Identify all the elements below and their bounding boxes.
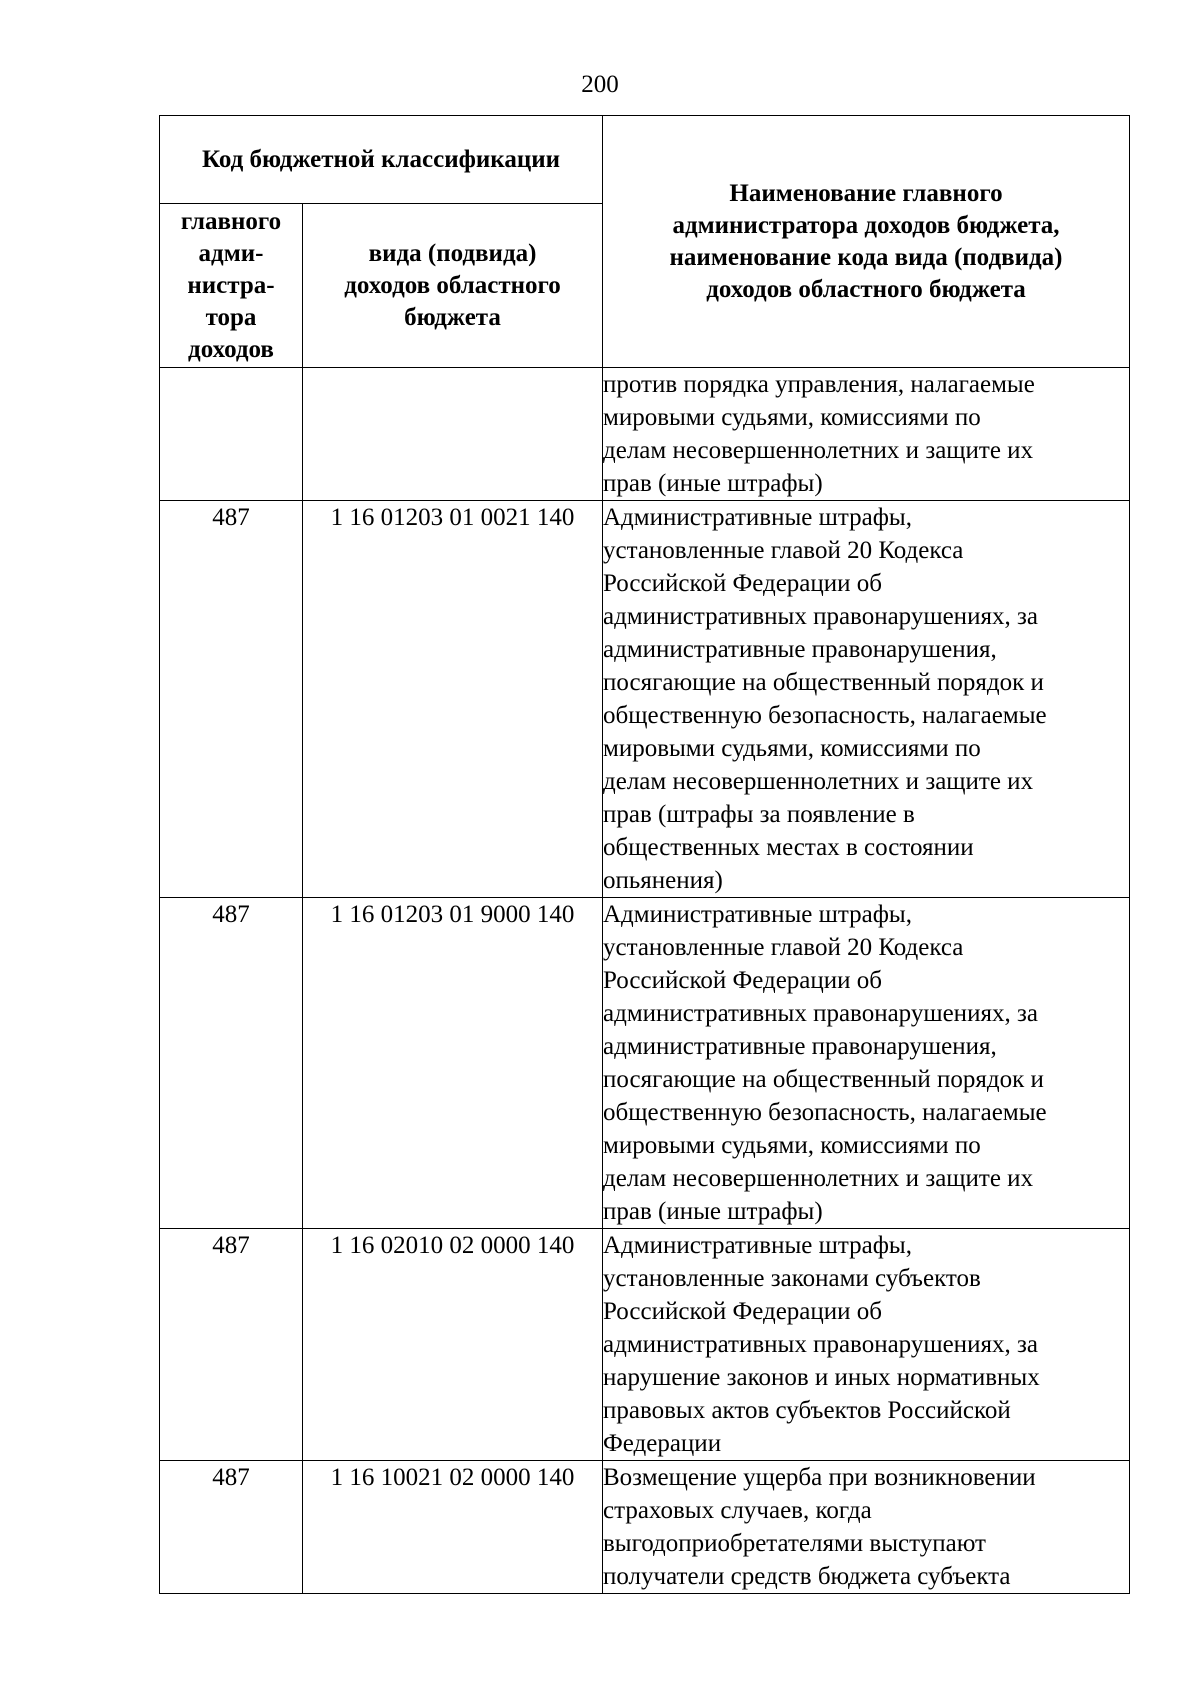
header-budget-code-group: Код бюджетной классификации [160,116,603,204]
header-admin-column [160,204,303,368]
header-name-line: наименование кода вида (подвида) [669,243,1063,271]
name-line: Российской Федерации об [603,570,882,597]
name-line: получатели средств бюджета субъекта [603,1563,1011,1590]
table-row [160,501,1130,898]
name-line: страховых случаев, когда [603,1497,872,1524]
header-admin-line: адми- [198,239,264,267]
income-code-cell: 1 16 10021 02 0000 140 [303,1461,603,1594]
name-line: установленные главой 20 Кодекса [603,934,964,961]
admin-code-cell: 487 [160,898,303,1229]
budget-classification-table [159,115,1130,1594]
name-line: прав (штрафы за появление в [603,801,915,828]
header-name-line: доходов областного бюджета [706,275,1026,303]
name-line: административные правонарушения, [603,636,997,663]
admin-code-cell [160,368,303,501]
name-line: посягающие на общественный порядок и [603,669,1044,696]
name-line: Возмещение ущерба при возникновении [603,1464,1036,1491]
name-line: административных правонарушениях, за [603,603,1038,630]
income-name-cell [603,501,1130,898]
name-line: опьянения) [603,867,723,894]
header-admin-line: тора [205,303,257,331]
admin-code-cell: 487 [160,1229,303,1461]
header-admin-line: нистра- [187,271,275,299]
name-line: Федерации [603,1430,722,1457]
income-code-cell: 1 16 01203 01 9000 140 [303,898,603,1229]
name-line: мировыми судьями, комиссиями по [603,1132,981,1159]
header-kind-line: доходов областного [344,271,561,299]
table-row [160,368,1130,501]
admin-code-cell: 487 [160,501,303,898]
header-row-top [160,116,1130,204]
name-line: делам несовершеннолетних и защите их [603,437,1034,464]
income-name-cell [603,898,1130,1229]
header-kind-line: вида (подвида) [368,239,537,267]
header-admin-line: доходов [188,335,274,363]
header-name-line: администратора доходов бюджета, [672,211,1060,239]
header-admin-line: главного [180,207,282,235]
name-line: прав (иные штрафы) [603,1198,823,1225]
name-line: делам несовершеннолетних и защите их [603,1165,1034,1192]
name-line: Административные штрафы, [603,504,912,531]
name-line: правовых актов субъектов Российской [603,1397,1011,1424]
name-line: выгодоприобретателями выступают [603,1530,986,1557]
name-line: мировыми судьями, комиссиями по [603,404,981,431]
header-name-column [603,116,1130,368]
header-kind-line: бюджета [404,303,501,331]
table-row [160,1229,1130,1461]
income-code-cell: 1 16 01203 01 0021 140 [303,501,603,898]
table-row [160,898,1130,1229]
header-kind-column [303,204,603,368]
page-number: 200 [581,71,619,98]
name-line: против порядка управления, налагаемые [603,371,1035,398]
name-line: административные правонарушения, [603,1033,997,1060]
name-line: Административные штрафы, [603,1232,912,1259]
income-code-cell: 1 16 02010 02 0000 140 [303,1229,603,1461]
income-name-cell [603,368,1130,501]
name-line: делам несовершеннолетних и защите их [603,768,1034,795]
name-line: мировыми судьями, комиссиями по [603,735,981,762]
header-name-line: Наименование главного [729,179,1003,207]
name-line: установленные главой 20 Кодекса [603,537,964,564]
table-body [160,368,1130,1594]
name-line: нарушение законов и иных нормативных [603,1364,1040,1391]
name-line: установленные законами субъектов [603,1265,981,1292]
table-row [160,1461,1130,1594]
name-line: Административные штрафы, [603,901,912,928]
income-name-cell [603,1461,1130,1594]
name-line: общественную безопасность, налагаемые [603,1099,1047,1126]
name-line: административных правонарушениях, за [603,1000,1038,1027]
name-line: посягающие на общественный порядок и [603,1066,1044,1093]
name-line: общественных местах в состоянии [603,834,974,861]
name-line: Российской Федерации об [603,967,882,994]
name-line: административных правонарушениях, за [603,1331,1038,1358]
income-name-cell [603,1229,1130,1461]
admin-code-cell: 487 [160,1461,303,1594]
name-line: Российской Федерации об [603,1298,882,1325]
name-line: прав (иные штрафы) [603,470,823,497]
name-line: общественную безопасность, налагаемые [603,702,1047,729]
income-code-cell [303,368,603,501]
